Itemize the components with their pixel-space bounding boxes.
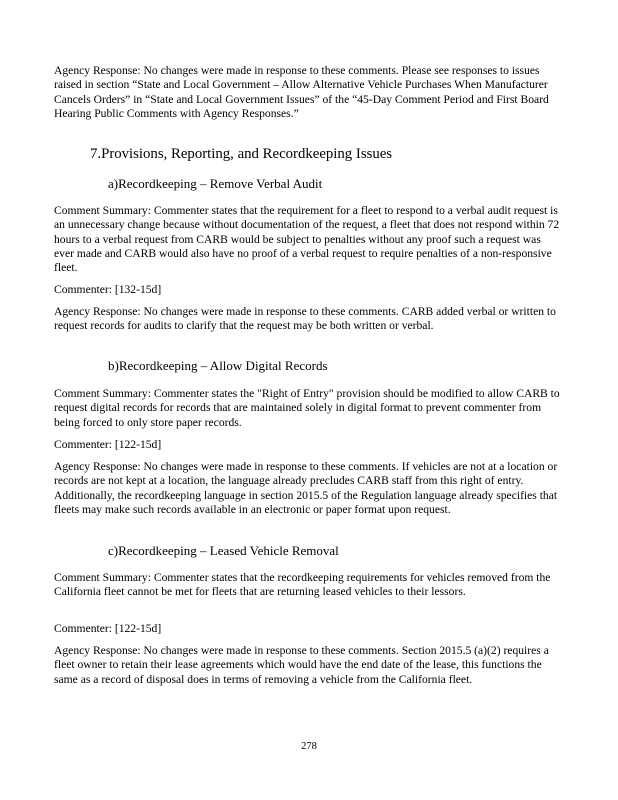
subsection-b-comment-summary: Comment Summary: Commenter states the "Right of Entry" provision should be modified to allow CARB to request digital records for records that are maintained solely in digital format to prevent commenter from being forced to only store paper records.: [54, 387, 560, 429]
subsection-b-commenter: Commenter: [122-15d]: [54, 438, 162, 451]
subsection-a-heading: a)Recordkeeping – Remove Verbal Audit: [108, 176, 323, 191]
page-number: 278: [301, 741, 317, 752]
section-heading: 7.Provisions, Reporting, and Recordkeeping Issues: [90, 146, 393, 162]
subsection-a-comment-summary: Comment Summary: Commenter states that the requirement for a fleet to respond to a verbal audit request is an unnecessary change because without documentation of the request, a fleet that does not respond within 72 hours to a verbal request from CARB would be subject to penalties without any proof such a request was ever made and CARB would also have no proof of a verbal request to require penalties of a non-responsive fleet.: [54, 204, 560, 275]
subsection-b-heading: b)Recordkeeping – Allow Digital Records: [108, 358, 328, 373]
subsection-c-heading: c)Recordkeeping – Leased Vehicle Removal: [108, 543, 339, 558]
subsection-c-commenter: Commenter: [122-15d]: [54, 622, 162, 635]
subsection-a-commenter: Commenter: [132-15d]: [54, 283, 162, 296]
subsection-c-comment-summary: Comment Summary: Commenter states that the recordkeeping requirements for vehicles removed from the California fleet cannot be met for fleets that are returning leased vehicles to their lessors.: [54, 571, 551, 599]
intro-agency-response: Agency Response: No changes were made in response to these comments. Please see responses to issues raised in section “State and Local Government – Allow Alternative Vehicle Purchases When Manufacturer Cancels Orders” in “State and Local Government Issues” of the “45-Day Comment Period and First Board Hearing Public Comments with Agency Responses.”: [54, 64, 549, 120]
subsection-c-agency-response: Agency Response: No changes were made in response to these comments. Section 2015.5 (a)(2) requires a fleet owner to retain their lease agreements which would have the end date of the lease, this functions the same as a record of disposal does in terms of removing a vehicle from the California fleet.: [54, 644, 549, 686]
subsection-b-agency-response: Agency Response: No changes were made in response to these comments. If vehicles are not at a location or records are not kept at a location, the language already precludes CARB staff from this right of entry. Additionally, the recordkeeping language in section 2015.5 of the Regulation language already specifies that fleets may make such records available in an electronic or paper format upon request.: [54, 460, 558, 516]
subsection-a-agency-response: Agency Response: No changes were made in response to these comments. CARB added verbal or written to request records for audits to clarify that the request may be both written or verbal.: [54, 305, 556, 333]
